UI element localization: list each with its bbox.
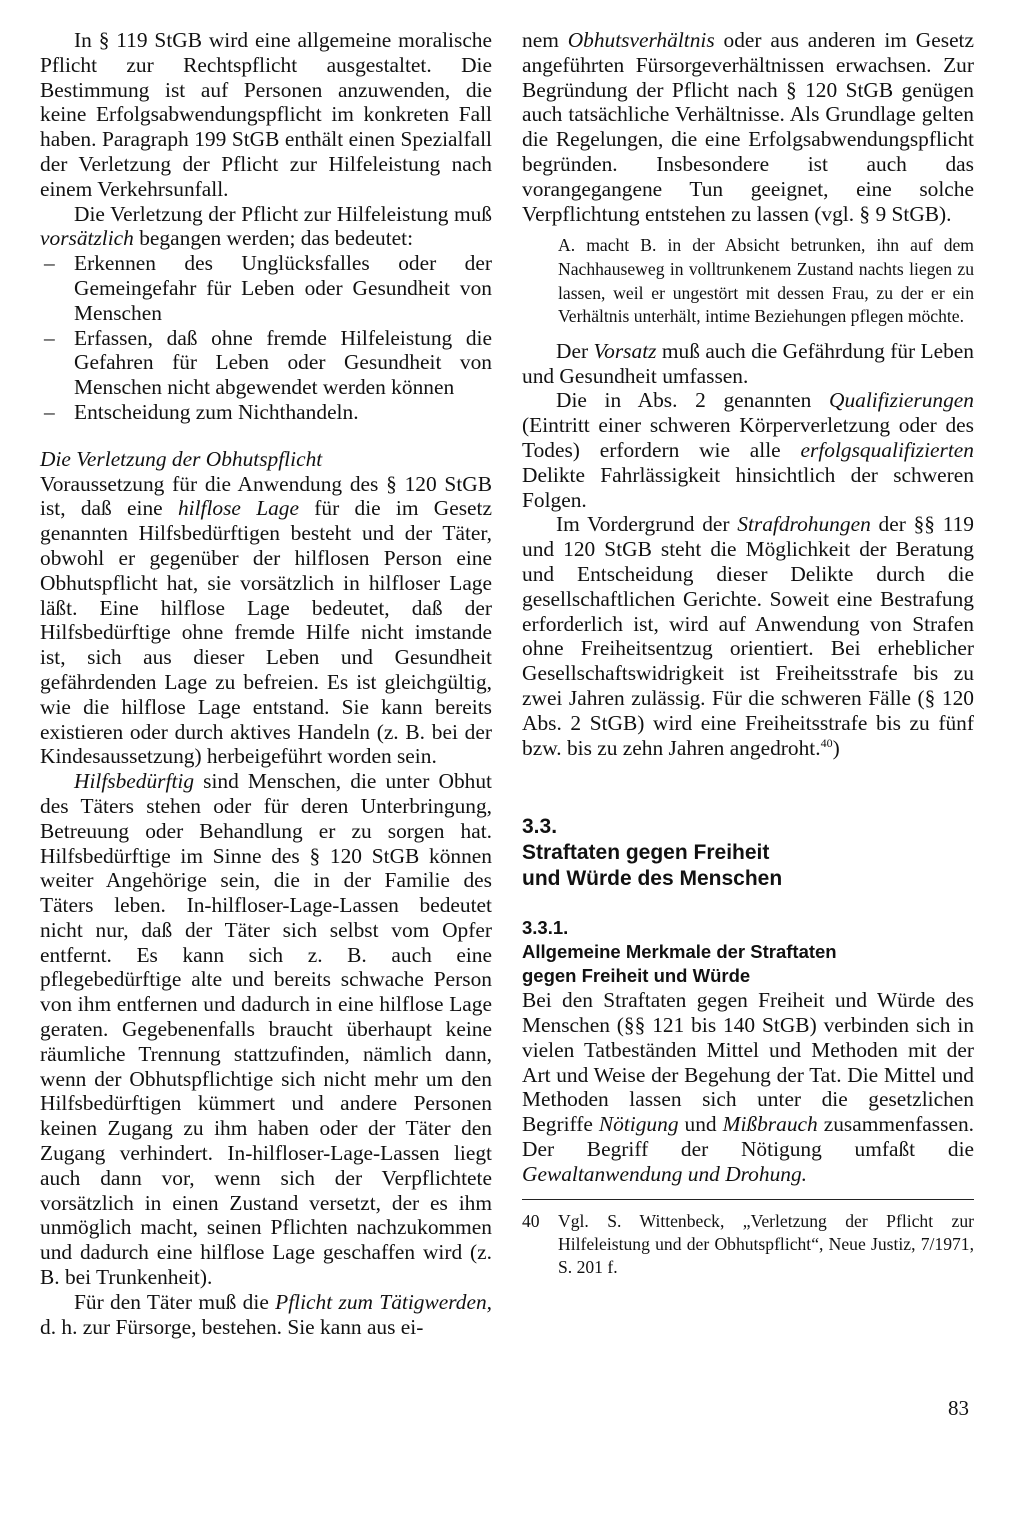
paragraph: nem Obhutsverhältnis oder aus anderen im Gesetz angeführten Fürsorgeverhältnissen erwachsen. Zur Begründung der Pflicht nach § 120 StGB genügen auch tatsächliche Verhältnisse. Als Grundlage gelten die Regelungen, die eine Erfolgsabwendungspflicht begründen. Insbesondere ist auch das vorangegangene Tun geeignet, eine solche Verpflichtung entstehen zu lassen (vgl. § 9 StGB).	[522, 28, 974, 226]
emphasis: Qualifizierungen	[829, 388, 974, 413]
emphasis: Pflicht zum Tätigwerden,	[275, 1289, 493, 1314]
paragraph: Die Verletzung der Pflicht zur Hilfeleistung muß vorsätzlich begangen werden; das bedeutet:	[40, 201, 492, 251]
emphasis: Gewaltanwendung und Drohung.	[522, 1161, 808, 1186]
emphasis: Strafdrohungen	[737, 512, 871, 537]
list-item: – Entscheidung zum Nichthandeln.	[40, 400, 492, 425]
paragraph: Für den Täter muß die Pflicht zum Tätigwerden, d. h. zur Fürsorge, bestehen. Sie kann aus ei-	[40, 1289, 493, 1339]
right-column	[522, 28, 974, 1280]
section-title-line: und Würde des Menschen	[522, 867, 783, 891]
emphasis: Mißbrauch	[722, 1112, 818, 1137]
list-item: – Erfassen, daß ohne fremde Hilfeleistung die Gefahren für Leben oder Gesundheit von Menschen nicht abgewendet werden können	[40, 326, 492, 400]
footnote-number: 40	[522, 1210, 540, 1231]
subsection-title-line: gegen Freiheit und Würde	[522, 965, 751, 987]
paragraph: Hilfsbedürftig sind Menschen, die unter Obhut des Täters stehen oder für deren Unterbringung, Betreuung oder Behandlung er zu sorgen hat. Hilfsbedürftige im Sinne des § 120 StGB können weiter Angehörige sein, die in der Familie des Täters leben. In-hilfloser-Lage-Lassen bedeutet nicht nur, daß der Täter sich selbst vom Opfer entfernt. Es kann sich z. B. auch eine pflegebedürftige alte und bereits schwache Person von ihm entfernen und dadurch in eine hilflose Lage geraten. Gegebenenfalls braucht überhaupt keine räumliche Trennung stattzufinden, nämlich dann, wenn der Obhutspflichtige sich nicht mehr um den Hilfsbedürftigen kümmert und andere Personen keinen Zugang zu ihm haben oder der Täter den Zugang verhindert. In-hilfloser-Lage-Lassen liegt auch dann vor, wenn sich der Verpflichtete vorsätzlich in einen Zustand versetzt, der es ihm unmöglich macht, seinen Pflichten nachzukommen und dadurch eine hilflose Lage geschaffen wird (z. B. bei Trunkenheit).	[40, 769, 492, 1290]
paragraph: Der Vorsatz muß auch die Gefährdung für Leben und Gesundheit umfassen.	[522, 338, 974, 388]
section-number: 3.3.	[522, 815, 558, 839]
paragraph: Die in Abs. 2 genannten Qualifizierungen (Eintritt einer schweren Körperverletzung oder des Todes) erfordern wie alle erfolgsqualifizierten Delikte Fahrlässigkeit hinsichtlich der schweren Folgen.	[522, 388, 974, 512]
footnote-text: Vgl. S. Wittenbeck, „Verletzung der Pflicht zur Hilfeleistung und der Obhutspflicht“, Neue Justiz, 7/1971, S. 201 f.	[558, 1210, 974, 1278]
emphasis: Vorsatz	[593, 338, 657, 363]
left-column	[40, 28, 492, 1339]
example-text: A. macht B. in der Absicht betrunken, ihn auf dem Nachhauseweg in volltrunkenem Zustand nachts liegen zu lassen, weil er ungestört mit dessen Frau, zu der er ein Verhältnis unterhält, intime Beziehungen pflegen möchte.	[558, 235, 974, 327]
paragraph: Im Vordergrund der Strafdrohungen der §§ 119 und 120 StGB steht die Möglichkeit der Beratung und Entscheidung dieser Delikte durch die gesellschaftlichen Gerichte. Soweit eine Bestrafung erforderlich ist, wird auf Anwendung von Strafen ohne Freiheitsentzug orientiert. Bei erheblicher Gesellschaftswidrigkeit ist Freiheitsstrafe bis zu zwei Jahren zulässig. Für die schweren Fälle (§ 120 Abs. 2 StGB) wird eine Freiheitsstrafe bis zu fünf bzw. bis zu zehn Jahren angedroht.$^{40}$)	[522, 512, 974, 760]
subsection-title-line: Allgemeine Merkmale der Straftaten	[522, 941, 837, 963]
dash-list	[40, 251, 492, 425]
section-title-line: Straftaten gegen Freiheit	[522, 841, 770, 865]
subsection-number: 3.3.1.	[522, 917, 569, 939]
emphasis: vorsätzlich	[40, 226, 134, 251]
paragraph: In § 119 StGB wird eine allgemeine moralische Pflicht zur Rechtspflicht ausgestaltet. Die Bestimmung ist auf Personen anzuwenden, die keine Erfolgsabwendungspflicht im konkreten Fall haben. Paragraph 199 StGB enthält einen Spezialfall der Verletzung der Pflicht zur Hilfeleistung nach einem Verkehrsunfall.	[40, 28, 492, 201]
emphasis: hilflose Lage	[177, 496, 299, 521]
emphasis: Nötigung	[598, 1112, 679, 1137]
footnote-divider	[522, 1199, 974, 1200]
list-item: – Erkennen des Unglücksfalles oder der Gemeingefahr für Leben oder Gesundheit von Menschen	[40, 251, 492, 325]
paragraph: Bei den Straftaten gegen Freiheit und Würde des Menschen (§§ 121 bis 140 StGB) verbinden sich in vielen Tatbeständen Mittel und Methoden mit der Art und Weise der Begehung der Tat. Die Mittel und Methoden lassen sich unter die gesetzlichen Begriffe Nötigung und Mißbrauch zusammenfassen. Der Begriff der Nötigung umfaßt die Gewaltanwendung und Drohung.	[522, 988, 974, 1186]
emphasis: Hilfsbedürftig	[74, 769, 195, 794]
footnote-reference[interactable]: 40	[820, 735, 833, 750]
paragraph: Voraussetzung für die Anwendung des § 120 StGB ist, daß eine hilflose Lage für die im Gesetz genannten Hilfsbedürftigen besteht und der Täter, obwohl er gegenüber der hilflosen Person eine Obhutspflicht hat, sie vorsätzlich in hilfloser Lage läßt. Eine hilflose Lage bedeutet, daß der Hilfsbedürftige ohne fremde Hilfe nicht imstande ist, sich aus dieser Leben und Gesundheit gefährdenden Lage zu befreien. Es ist gleichgültig, wie die hilflose Lage entstand. Sie kann bereits existieren oder durch aktives Handeln (z. B. bei der Kindesaussetzung) herbeigeführt worden sein.	[40, 471, 492, 769]
emphasis: Obhutsverhältnis	[567, 28, 715, 52]
footnote	[522, 1210, 974, 1280]
emphasis: erfolgsqualifizierten	[800, 437, 974, 462]
subheading: Die Verletzung der Obhutspflicht	[40, 446, 323, 471]
page-number: 83	[948, 1396, 969, 1420]
